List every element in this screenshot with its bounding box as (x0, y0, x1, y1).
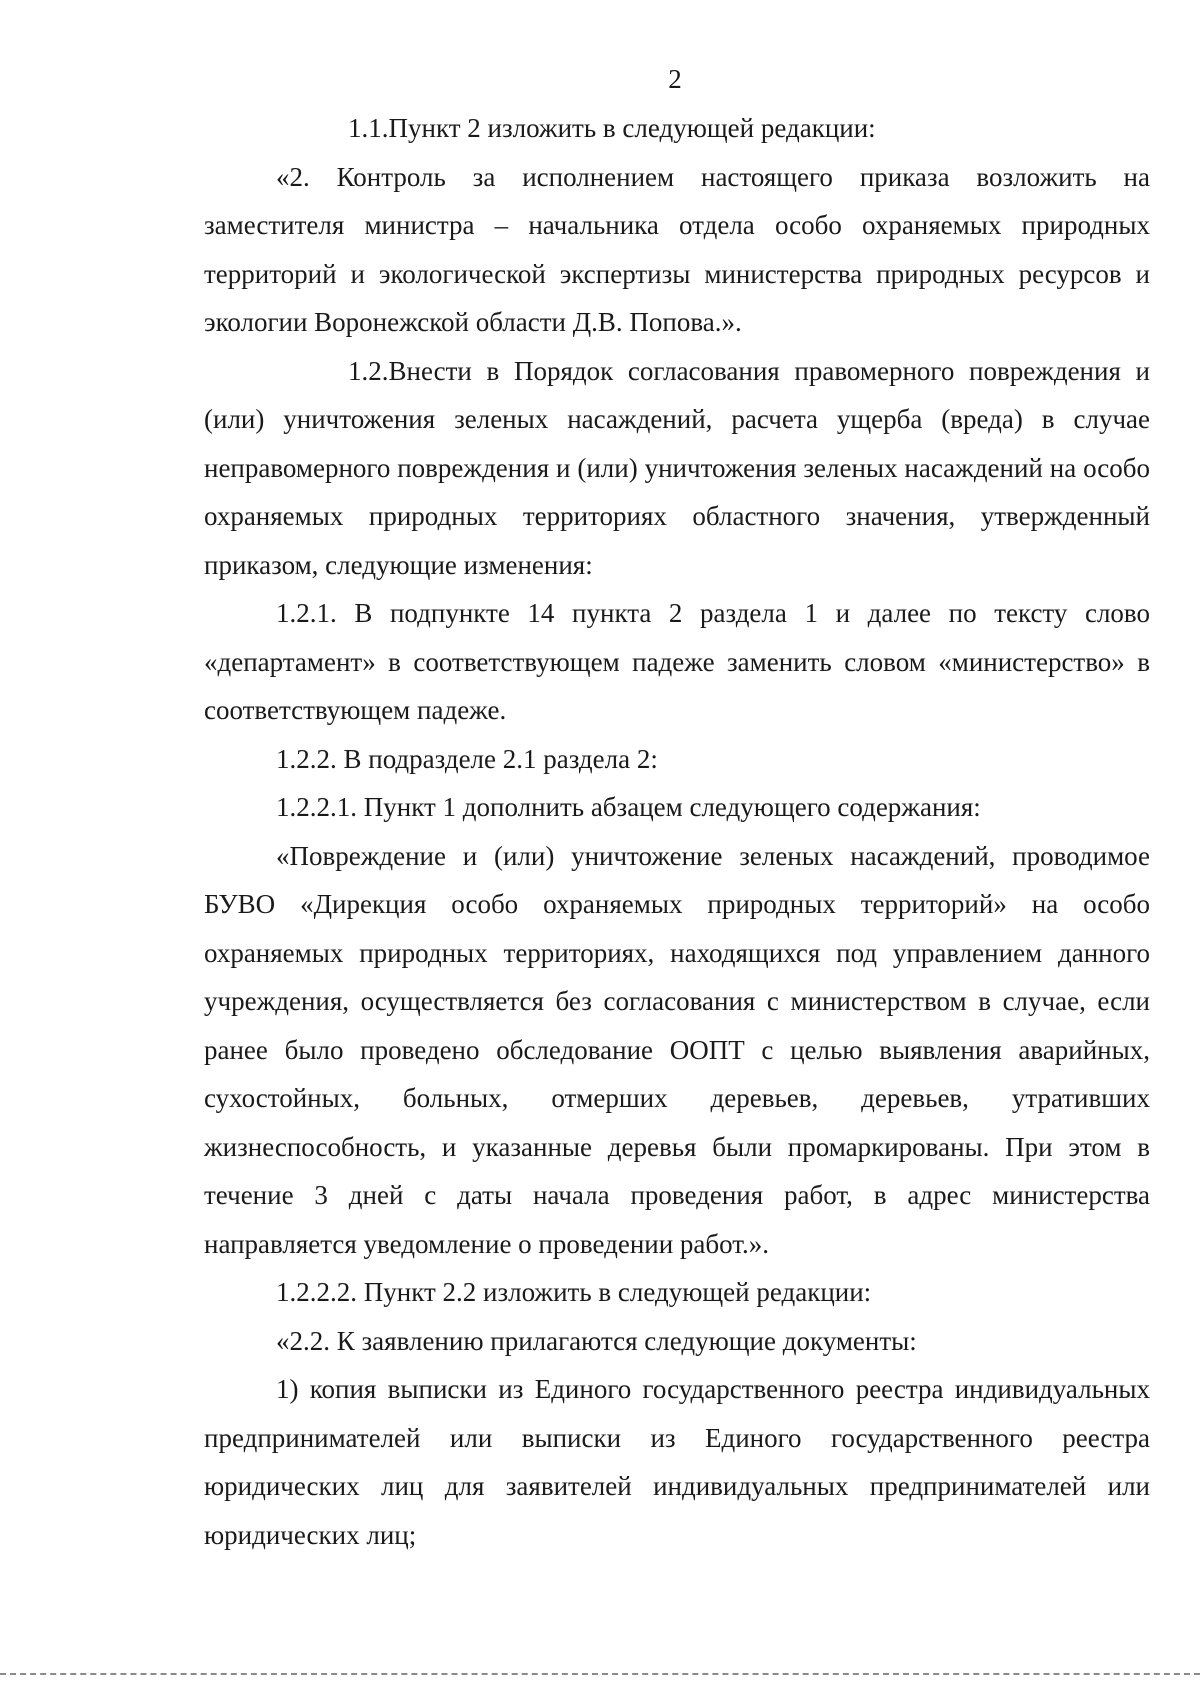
paragraph-1-2-1: 1.2.1. В подпункте 14 пункта 2 раздела 1 и далее по тексту слово «департамент» в соответствующем падеже заменить словом «министерство» в соответствующем падеже. (204, 598, 1150, 725)
bottom-scan-rule (0, 1673, 1200, 1675)
paragraph-1-1 (204, 104, 1150, 153)
paragraph-1-2-2-1: 1.2.2.1. Пункт 1 дополнить абзацем следующего содержания: (276, 792, 981, 822)
paragraph-number: 1.1. (348, 113, 389, 143)
paragraph-2-2-heading: «2.2. К заявлению прилагаются следующие документы: (276, 1325, 917, 1356)
page-number: 2 (668, 64, 682, 94)
paragraph-1-2-2-2: 1.2.2.2. Пункт 2.2 изложить в следующей редакции: (276, 1277, 872, 1307)
paragraph-number: 1.2. (348, 355, 389, 386)
paragraph-damage-clause: «Повреждение и (или) уничтожение зеленых насаждений, проводимое БУВО «Дирекция особо охраняемых природных территорий» на особо охраняемых природных территориях, находящихся под управлением данного учреждения, осуществляется без согласования с министерством в случае, если ранее было проведено обследование ООПТ с целью выявления аварийных, сухостойных, больных, отмерших деревьев, деревьев, утративших жизнеспособность, и указанные деревья были промаркированы. При этом в течение 3 дней с даты начала проведения работ, в адрес министерства направляется уведомление о проведении работ.». (204, 840, 1150, 1259)
paragraph-text: Пункт 2 изложить в следующей редакции: (388, 113, 876, 143)
paragraph-1-2 (204, 347, 1150, 590)
paragraph-control: «2. Контроль за исполнением настоящего приказа возложить на заместителя министра – начальника отдела особо охраняемых природных территорий и экологической экспертизы министерства природных ресурсов и экологии Воронежской области Д.В. Попова.». (204, 161, 1150, 337)
paragraph-list-item-1: 1) копия выписки из Единого государственного реестра индивидуальных предпринимателей или выписки из Единого государственного реестра юридических лиц для заявителей индивидуальных предпринимателей или юридических лиц; (204, 1374, 1150, 1550)
document-body (204, 104, 1150, 1559)
paragraph-1-2-2: 1.2.2. В подразделе 2.1 раздела 2: (276, 743, 658, 774)
paragraph-text: Внести в Порядок согласования правомерного повреждения и (или) уничтожения зеленых насаждений, расчета ущерба (вреда) в случае неправомерного повреждения и (или) уничтожения зеленых насаждений на особо охраняемых природных территориях областного значения, утвержденный приказом, следующие изменения: (204, 355, 1150, 580)
